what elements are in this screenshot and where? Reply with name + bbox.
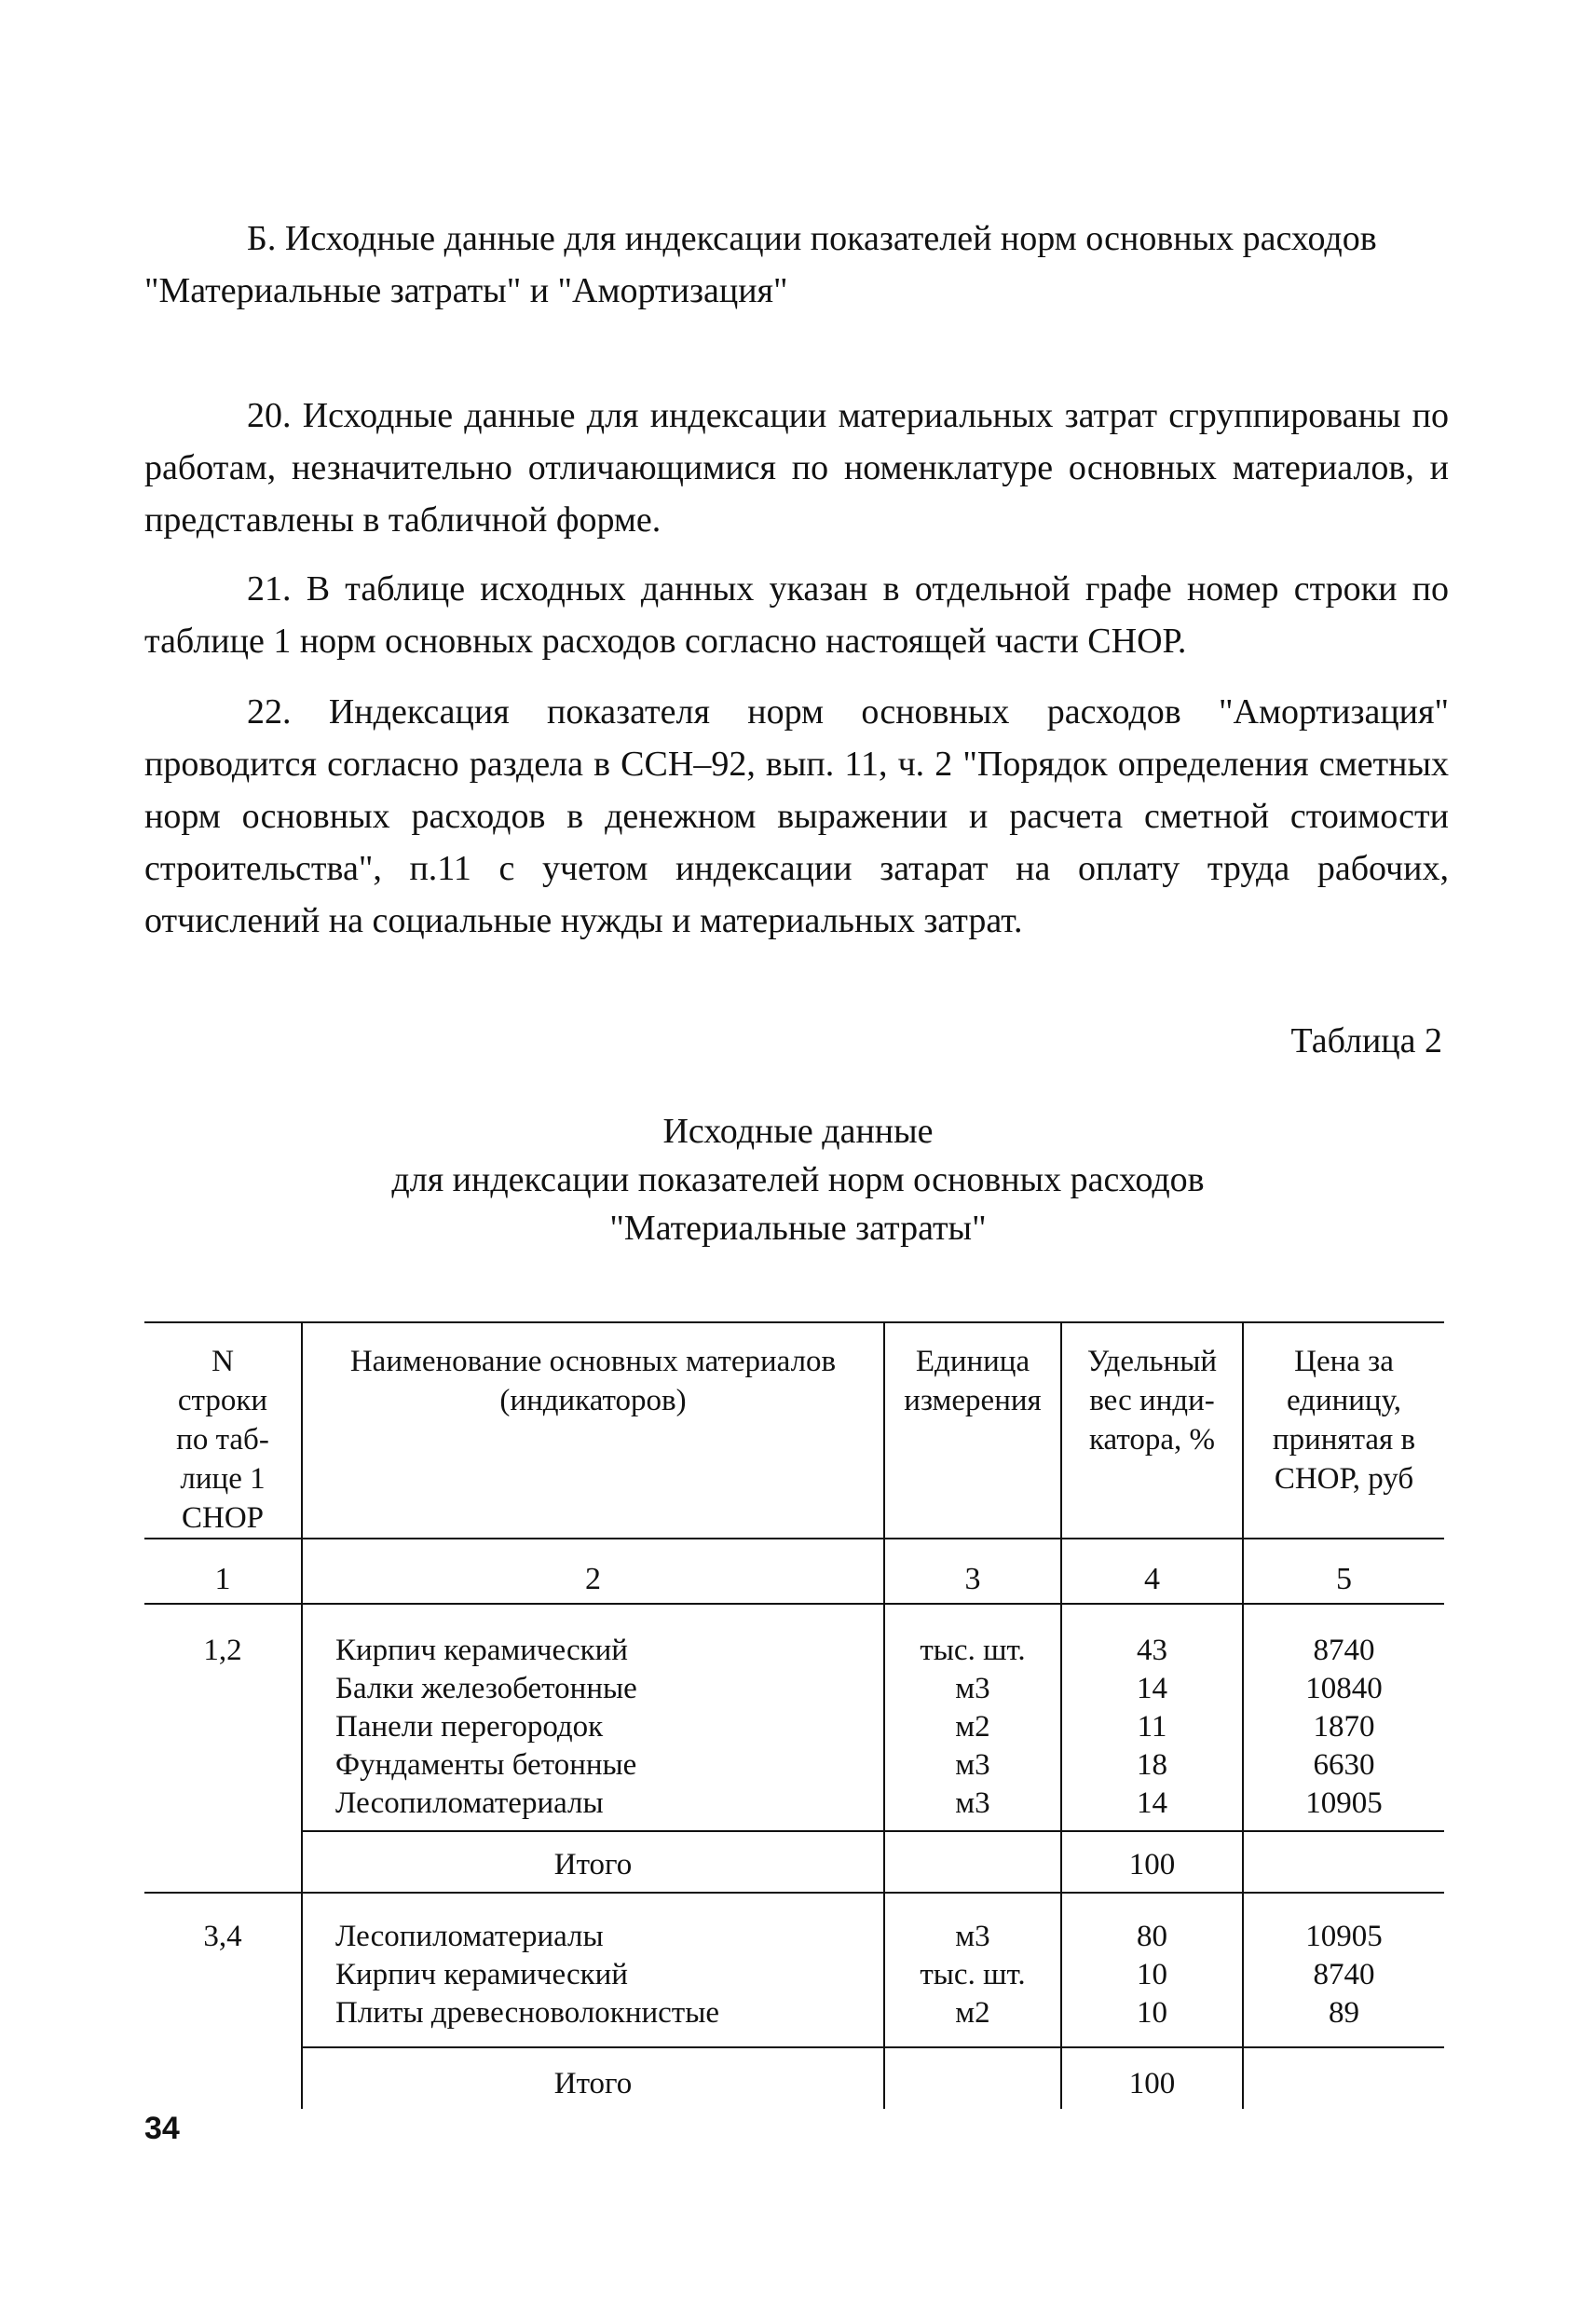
list-item: Балки железобетонные (335, 1672, 637, 1705)
group2-total-label: Итого (553, 2067, 633, 2100)
list-item: Плиты древесноволокнистые (335, 1996, 720, 2030)
list-item: 10840 (1305, 1672, 1383, 1705)
header-row-number: N строки по таб- лице 1 СНОР (176, 1345, 269, 1535)
group1-weights (1062, 1632, 1242, 1823)
table-colnum-rule (144, 1603, 1444, 1605)
colnum-3: 3 (964, 1562, 981, 1596)
list-item: тыс. шт. (920, 1958, 1026, 1991)
header-material-name: Наименование основных материалов (индикаторов) (349, 1345, 837, 1417)
paragraph-20: 20. Исходные данные для индексации материальных затрат сгруппированы по работам, незначительно отличающимися по номенклатуре основных материалов, и представлены в табличной форме. (144, 396, 1449, 540)
list-item: 14 (1137, 1672, 1167, 1705)
list-item: 14 (1137, 1786, 1167, 1820)
header-weight: Удельный вес инди- катора, % (1086, 1345, 1218, 1457)
list-item: 6630 (1313, 1748, 1375, 1782)
list-item: 80 (1137, 1920, 1167, 1953)
list-item: Фундаменты бетонные (335, 1748, 637, 1782)
table-title-line-3: "Материальные затраты" (609, 1209, 987, 1248)
list-item: м3 (955, 1920, 990, 1953)
list-item: м2 (955, 1996, 990, 2030)
group1-total-label: Итого (553, 1848, 633, 1881)
group2-total-weight: 100 (1128, 2067, 1176, 2100)
list-item: 8740 (1313, 1958, 1375, 1991)
group2-total-rule (303, 2046, 1444, 2048)
colnum-2: 2 (585, 1562, 601, 1596)
table-top-rule (144, 1321, 1444, 1323)
group1-total-rule (303, 1830, 1444, 1832)
paragraph-22: 22. Индексация показателя норм основных расходов "Амортизация" проводится согласно раздела в ССН–92, вып. 11, ч. 2 "Порядок определения сметных норм основных расходов в денежном выражении и расчета сметной стоимости строительства", п.11 с учетом индексации затарат на оплату труда рабочих, отчислений на социальные нужды и материальных затрат. (144, 692, 1449, 940)
group1-prices (1244, 1632, 1444, 1823)
list-item: м3 (955, 1786, 990, 1820)
group2-prices (1244, 1918, 1444, 2032)
group1-total-weight: 100 (1128, 1848, 1176, 1881)
list-item: Кирпич керамический (335, 1634, 628, 1667)
paragraph-21: 21. В таблице исходных данных указан в отдельной графе номер строки по таблице 1 норм основных расходов согласно настоящей части СНОР. (144, 569, 1449, 661)
group1-names (335, 1632, 637, 1823)
list-item: 10 (1137, 1958, 1167, 1991)
section-heading: Б. Исходные данные для индексации показателей норм основных расходов "Материальные затраты" и "Амортизация" (144, 219, 1377, 310)
list-item: 10 (1137, 1996, 1167, 2030)
table-label: Таблица 2 (1290, 1021, 1442, 1060)
table-title (0, 1107, 1596, 1252)
table-title-line-1: Исходные данные (662, 1112, 934, 1151)
list-item: 8740 (1313, 1634, 1375, 1667)
list-item: м3 (955, 1672, 990, 1705)
list-item: 10905 (1305, 1920, 1383, 1953)
colnum-5: 5 (1336, 1562, 1352, 1596)
list-item: Лесопиломатериалы (335, 1786, 604, 1820)
list-item: 10905 (1305, 1786, 1383, 1820)
list-item: 89 (1329, 1996, 1359, 2030)
table-title-line-2: для индексации показателей норм основных расходов (391, 1160, 1205, 1199)
list-item: Панели перегородок (335, 1710, 604, 1744)
group1-units (885, 1632, 1060, 1823)
group2-names (335, 1918, 719, 2032)
group1-row-ref: 1,2 (203, 1634, 242, 1667)
col-rule-1 (301, 1321, 303, 2109)
list-item: м2 (955, 1710, 990, 1744)
group2-row-ref: 3,4 (203, 1920, 242, 1953)
colnum-4: 4 (1144, 1562, 1160, 1596)
header-price: Цена за единицу, принятая в СНОР, руб (1272, 1345, 1416, 1496)
page-number: 34 (144, 2111, 180, 2146)
list-item: 18 (1137, 1748, 1167, 1782)
list-item: 43 (1137, 1634, 1167, 1667)
list-item: тыс. шт. (920, 1634, 1026, 1667)
group2-units (885, 1918, 1060, 2032)
list-item: 1870 (1313, 1710, 1375, 1744)
header-unit: Единица измерения (904, 1345, 1042, 1417)
materials-table (144, 1321, 1444, 2109)
group-separator-rule (144, 1892, 1444, 1894)
list-item: 11 (1137, 1710, 1167, 1744)
list-item: м3 (955, 1748, 990, 1782)
colnum-1: 1 (214, 1562, 231, 1596)
group2-weights (1062, 1918, 1242, 2032)
list-item: Кирпич керамический (335, 1958, 628, 1991)
list-item: Лесопиломатериалы (335, 1920, 604, 1953)
table-header-rule (144, 1538, 1444, 1539)
